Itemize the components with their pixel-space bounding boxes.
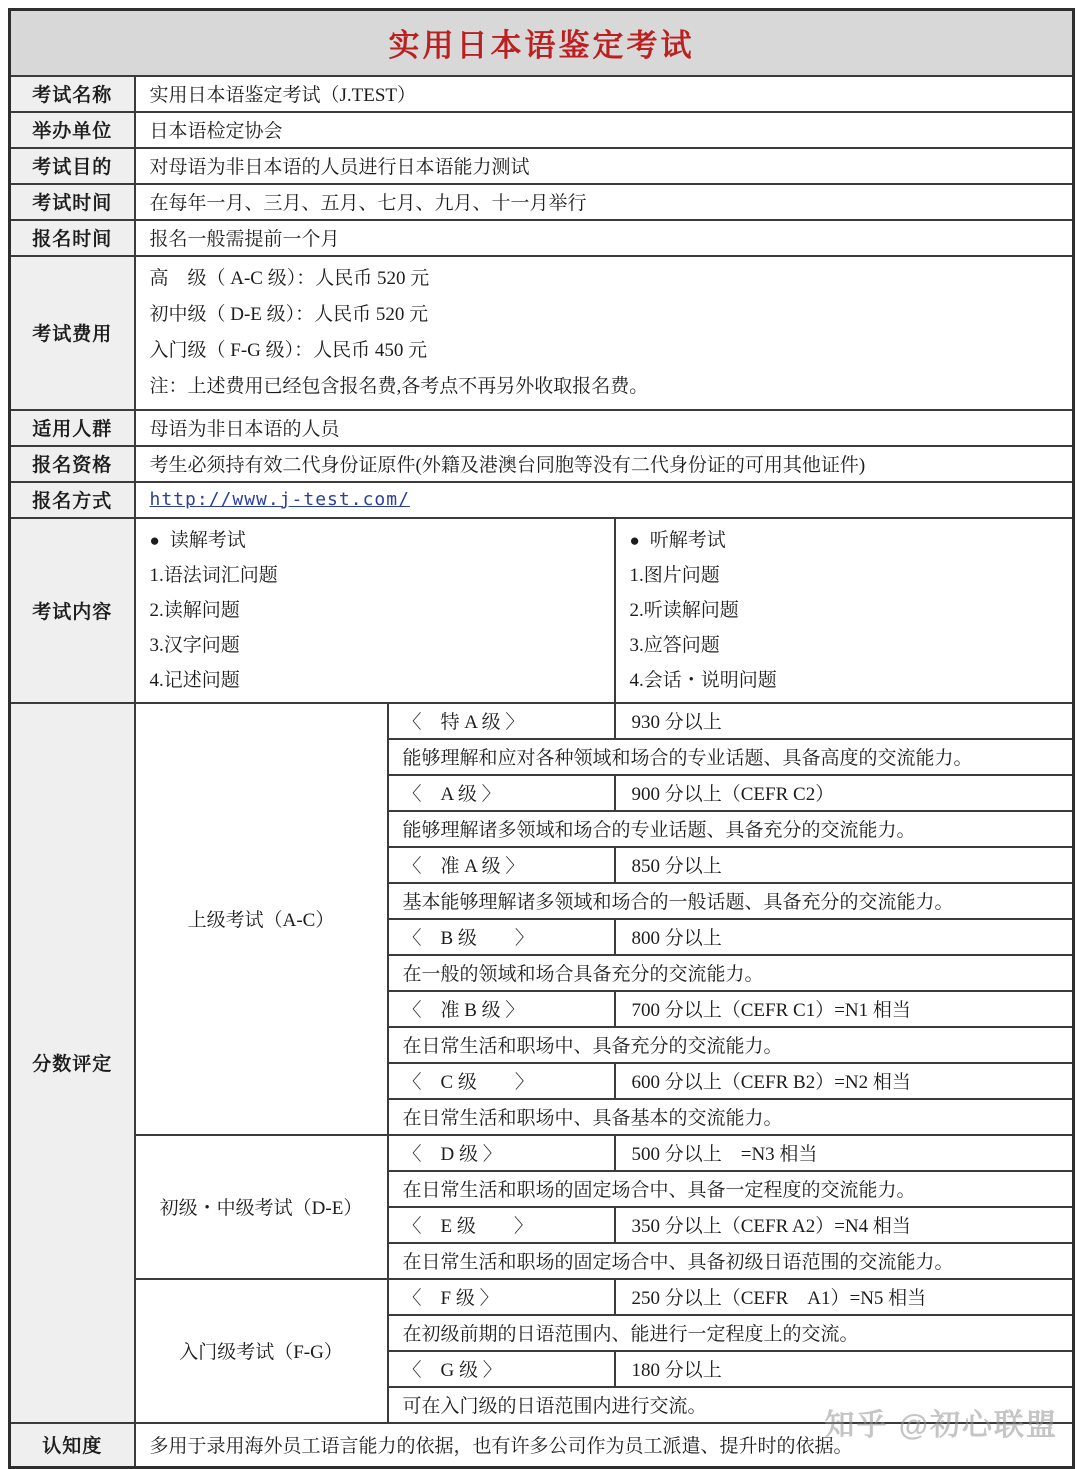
row-value-register-time: 报名一般需提前一个月 [135, 220, 1074, 256]
content-reading-item: 2.读解问题 [149, 599, 240, 621]
fee-line-high: 高 级（ A-C 级）：人民币 520 元 [149, 267, 430, 289]
row-value-organizer: 日本语检定协会 [135, 112, 1074, 148]
level-desc: 在日常生活和职场的固定场合中、具备初级日语范围的交流能力。 [388, 1243, 1074, 1279]
level-desc: 能够理解诸多领域和场合的专业话题、具备充分的交流能力。 [388, 811, 1074, 847]
level-name: 〈 A 级 〉 [388, 775, 615, 811]
row-label-purpose: 考试目的 [10, 148, 135, 184]
group-name-entry: 入门级考试（F-G） [135, 1279, 388, 1423]
level-score: 350 分以上（CEFR A2）=N4 相当 [615, 1207, 1074, 1243]
level-score: 600 分以上（CEFR B2）=N2 相当 [615, 1063, 1074, 1099]
fee-line-entry: 入门级（ F-G 级）：人民币 450 元 [149, 339, 428, 361]
row-label-apply: 报名方式 [10, 482, 135, 518]
level-desc: 能够理解和应对各种领域和场合的专业话题、具备高度的交流能力。 [388, 739, 1074, 775]
level-name: 〈 特 A 级 〉 [388, 703, 615, 739]
row-label-exam-name: 考试名称 [10, 76, 135, 112]
group-name-upper: 上级考试（A-C） [135, 703, 388, 1135]
row-value-purpose: 对母语为非日本语的人员进行日本语能力测试 [135, 148, 1074, 184]
jtest-info-table [8, 8, 1075, 1469]
watermark: 知乎 @初心联盟 [824, 1409, 1058, 1442]
group-name-middle: 初级・中级考试（D-E） [135, 1135, 388, 1279]
fee-cell [135, 256, 1074, 410]
jtest-website-link[interactable]: http://www.j-test.com/ [149, 488, 410, 510]
level-name: 〈 准 A 级 〉 [388, 847, 615, 883]
content-listening-item: 4.会话・说明问题 [629, 669, 777, 691]
content-listening-title: 听解考试 [649, 529, 726, 551]
content-listening-title-line [630, 523, 1059, 558]
level-name: 〈 G 级 〉 [388, 1351, 615, 1387]
row-label-fee: 考试费用 [10, 256, 135, 410]
level-name: 〈 D 级 〉 [388, 1135, 615, 1171]
row-label-organizer: 举办单位 [10, 112, 135, 148]
level-desc: 可在入门级的日语范围内进行交流。 [388, 1387, 1074, 1423]
content-listening-cell [615, 518, 1074, 703]
row-value-audience: 母语为非日本语的人员 [135, 410, 1074, 446]
level-desc: 在日常生活和职场中、具备基本的交流能力。 [388, 1099, 1074, 1135]
content-reading-item: 4.记述问题 [149, 669, 240, 691]
row-label-content: 考试内容 [10, 518, 135, 703]
content-reading-item: 3.汉字问题 [149, 634, 240, 656]
level-desc: 在一般的领域和场合具备充分的交流能力。 [388, 955, 1074, 991]
fee-line-note: 注：上述费用已经包含报名费,各考点不再另外收取报名费。 [149, 375, 649, 397]
level-desc: 基本能够理解诸多领域和场合的一般话题、具备充分的交流能力。 [388, 883, 1074, 919]
level-score: 500 分以上 =N3 相当 [615, 1135, 1074, 1171]
row-label-recognition: 认知度 [10, 1423, 135, 1468]
content-reading-title-line [150, 523, 600, 558]
row-value-exam-name: 实用日本语鉴定考试（J.TEST） [135, 76, 1074, 112]
row-value-exam-time: 在每年一月、三月、五月、七月、九月、十一月举行 [135, 184, 1074, 220]
bullet-icon: ● [149, 530, 160, 550]
level-desc: 在初级前期的日语范围内、能进行一定程度上的交流。 [388, 1315, 1074, 1351]
level-desc: 在日常生活和职场中、具备充分的交流能力。 [388, 1027, 1074, 1063]
row-value-recognition: 多用于录用海外员工语言能力的依据，也有许多公司作为员工派遣、提升时的依据。 [135, 1423, 1074, 1468]
level-score: 700 分以上（CEFR C1）=N1 相当 [615, 991, 1074, 1027]
level-name: 〈 F 级 〉 [388, 1279, 615, 1315]
row-label-audience: 适用人群 [10, 410, 135, 446]
level-score: 930 分以上 [615, 703, 1074, 739]
content-reading-title: 读解考试 [169, 529, 246, 551]
content-listening-item: 2.听读解问题 [629, 599, 739, 621]
level-score: 850 分以上 [615, 847, 1074, 883]
bullet-icon: ● [629, 530, 640, 550]
level-name: 〈 准 B 级 〉 [388, 991, 615, 1027]
level-desc: 在日常生活和职场的固定场合中、具备一定程度的交流能力。 [388, 1171, 1074, 1207]
content-reading-cell [135, 518, 615, 703]
level-score: 800 分以上 [615, 919, 1074, 955]
page-title: 实用日本语鉴定考试 [10, 10, 1074, 76]
fee-line-mid: 初中级（ D-E 级）：人民币 520 元 [149, 303, 429, 325]
level-score: 250 分以上（CEFR A1）=N5 相当 [615, 1279, 1074, 1315]
row-label-exam-time: 考试时间 [10, 184, 135, 220]
row-label-qualification: 报名资格 [10, 446, 135, 482]
row-value-qualification: 考生必须持有效二代身份证原件(外籍及港澳台同胞等没有二代身份证的可用其他证件) [135, 446, 1074, 482]
content-listening-item: 1.图片问题 [629, 564, 720, 586]
row-value-apply [135, 482, 1074, 518]
row-label-score: 分数评定 [10, 703, 135, 1423]
content-listening-item: 3.应答问题 [629, 634, 720, 656]
row-label-register-time: 报名时间 [10, 220, 135, 256]
level-name: 〈 C 级 〉 [388, 1063, 615, 1099]
content-reading-item: 1.语法词汇问题 [149, 564, 278, 586]
level-score: 900 分以上（CEFR C2） [615, 775, 1074, 811]
level-name: 〈 E 级 〉 [388, 1207, 615, 1243]
level-name: 〈 B 级 〉 [388, 919, 615, 955]
level-score: 180 分以上 [615, 1351, 1074, 1387]
